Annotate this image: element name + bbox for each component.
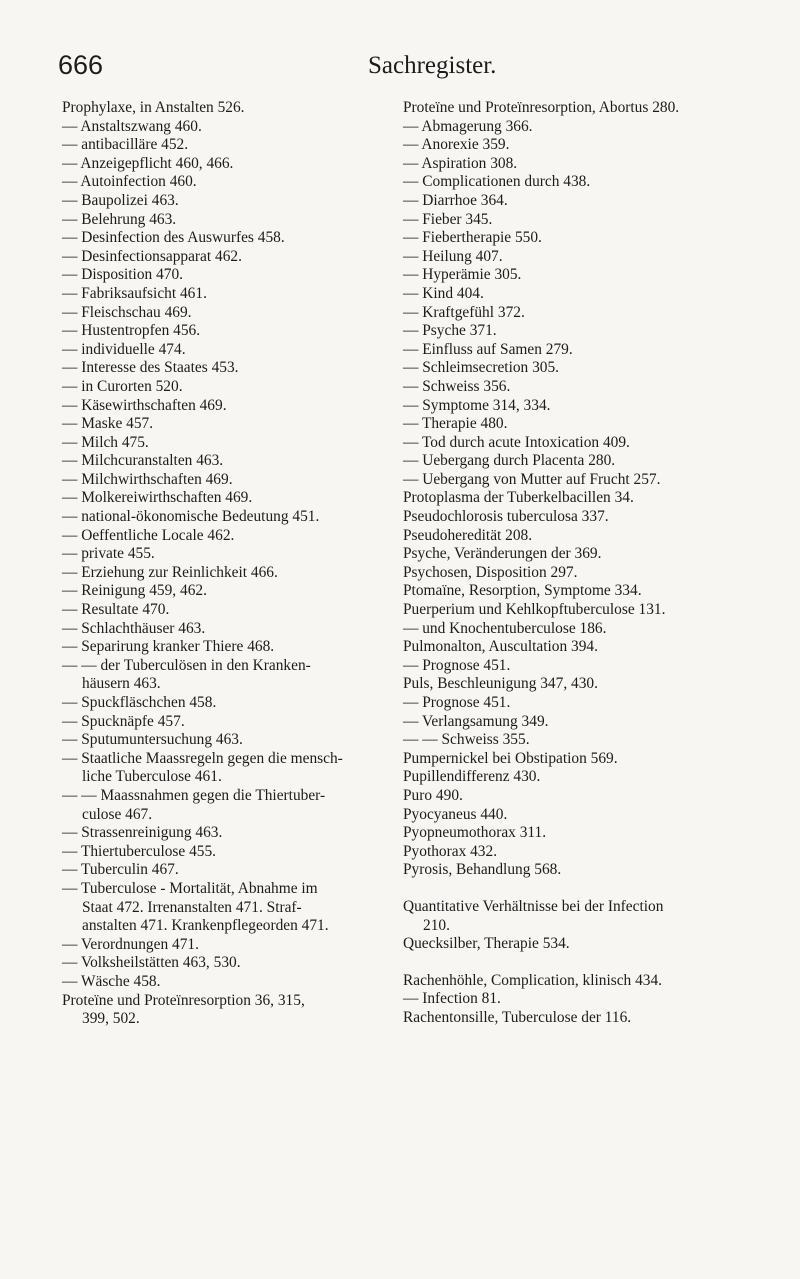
index-entry: — Infection 81. <box>403 990 501 1008</box>
index-entry: — Schweiss 356. <box>403 377 511 395</box>
index-entry: — Fabriksaufsicht 461. <box>62 284 207 302</box>
index-entry: — antibacilläre 452. <box>62 136 189 154</box>
index-entry: — Psyche 371. <box>403 322 497 340</box>
index-entry: — Wäsche 458. <box>62 972 161 990</box>
index-entry: — Anstaltszwang 460. <box>62 117 202 135</box>
index-entry: — Verlangsamung 349. <box>403 712 549 730</box>
index-entry: — Hustentropfen 456. <box>62 322 201 340</box>
index-entry: — Prognose 451. <box>403 656 511 674</box>
index-entry: — Kind 404. <box>403 284 484 302</box>
index-entry: — Tod durch acute Intoxication 409. <box>403 433 630 451</box>
index-entry: Quecksilber, Therapie 534. <box>403 935 570 953</box>
index-entry: — Symptome 314, 334. <box>403 396 551 414</box>
index-entry: Pseudoheredität 208. <box>403 526 533 544</box>
index-entry: — Reinigung 459, 462. <box>62 582 207 600</box>
index-entry: — Staatliche Maassregeln gegen die mensch- <box>62 749 343 767</box>
index-entry: Proteïne und Proteïnresorption, Abortus 280. <box>403 99 680 116</box>
index-entry: — Einfluss auf Samen 279. <box>403 340 573 358</box>
index-entry: Staat 472. Irrenanstalten 471. Straf- <box>82 898 302 916</box>
index-entry: — Belehrung 463. <box>62 210 177 228</box>
index-column-right <box>403 99 759 1028</box>
index-entry: Protoplasma der Tuberkelbacillen 34. <box>403 489 634 507</box>
index-entry: — Strassenreinigung 463. <box>62 824 223 842</box>
index-entry: Pumpernickel bei Obstipation 569. <box>403 749 618 767</box>
index-entry: — Uebergang durch Placenta 280. <box>403 452 616 470</box>
index-entry: Pupillendifferenz 430. <box>403 768 541 786</box>
page-number: 666 <box>58 50 104 80</box>
index-entry: — Complicationen durch 438. <box>403 173 591 191</box>
index-entry: 399, 502. <box>82 1010 140 1028</box>
index-entry: — Verordnungen 471. <box>62 935 199 953</box>
index-entry: Pyopneumothorax 311. <box>403 824 547 842</box>
index-entry: — Oeffentliche Locale 462. <box>62 526 235 544</box>
index-entry: — Sputumuntersuchung 463. <box>62 731 243 749</box>
index-entry: — Schleimsecretion 305. <box>403 359 560 377</box>
index-entry: — Thiertuberculose 455. <box>62 842 217 860</box>
index-entry: — Prognose 451. <box>403 694 511 711</box>
index-entry: Puerperium und Kehlkopftuberculose 131. <box>403 601 666 619</box>
index-entry: anstalten 471. Krankenpflegeorden 471. <box>82 917 329 935</box>
index-entry: — Heilung 407. <box>403 247 503 265</box>
index-entry: — Molkereiwirthschaften 469. <box>62 489 253 507</box>
index-entry: Puls, Beschleunigung 347, 430. <box>403 675 598 693</box>
index-entry: — Erziehung zur Reinlichkeit 466. <box>62 563 278 581</box>
index-entry: Quantitative Verhältnisse bei der Infection <box>403 897 664 915</box>
index-entry: Rachentonsille, Tuberculose der 116. <box>403 1008 632 1026</box>
index-entry: 210. <box>423 916 450 934</box>
index-entry: — Anzeigepflicht 460, 466. <box>62 154 234 172</box>
index-entry: — Resultate 470. <box>62 601 170 619</box>
index-entry: liche Tuberculose 461. <box>82 768 222 786</box>
index-entry: — — der Tuberculösen in den Kranken- <box>62 656 311 674</box>
index-entry: — Interesse des Staates 453. <box>62 359 239 377</box>
index-entry: Prophylaxe, in Anstalten 526. <box>62 99 245 116</box>
index-entry: — Hyperämie 305. <box>403 266 522 284</box>
index-entry: Rachenhöhle, Complication, klinisch 434. <box>403 971 663 989</box>
index-entry: — Milchwirthschaften 469. <box>62 470 233 488</box>
index-entry: — und Knochentuberculose 186. <box>403 619 607 637</box>
index-entry: Pseudochlorosis tuberculosa 337. <box>403 508 609 526</box>
index-entry: — Abmagerung 366. <box>403 117 533 135</box>
page-title: Sachregister. <box>368 52 497 79</box>
index-entry: — Baupolizei 463. <box>62 191 179 209</box>
index-entry: — Tuberculin 467. <box>62 861 179 879</box>
index-entry: Ptomaïne, Resorption, Symptome 334. <box>403 582 642 600</box>
index-entry: — Aspiration 308. <box>403 154 518 172</box>
index-entry: — Spucknäpfe 457. <box>62 712 185 730</box>
index-entry: Puro 490. <box>403 786 463 804</box>
index-entry: — Separirung kranker Thiere 468. <box>62 638 275 656</box>
index-entry: — Spuckfläschchen 458. <box>62 694 217 711</box>
index-entry: — Fieber 345. <box>403 210 493 228</box>
index-entry: Proteïne und Proteïnresorption 36, 315, <box>62 991 305 1009</box>
index-entry: — Milchcuranstalten 463. <box>62 452 224 470</box>
index-entry: — national-ökonomische Bedeutung 451. <box>62 508 320 526</box>
index-entry: — Volksheilstätten 463, 530. <box>62 954 241 972</box>
index-column-left <box>62 99 392 1029</box>
index-entry: — — Maassnahmen gegen die Thiertuber- <box>62 786 326 804</box>
index-entry: — Tuberculose - Mortalität, Abnahme im <box>62 879 318 897</box>
index-entry: — Diarrhoe 364. <box>403 191 508 209</box>
index-entry: Pyrosis, Behandlung 568. <box>403 861 562 879</box>
index-entry: — Anorexie 359. <box>403 136 510 154</box>
index-entry: Pyocyaneus 440. <box>403 805 508 823</box>
index-entry: Psyche, Veränderungen der 369. <box>403 545 602 563</box>
index-entry: — Fleischschau 469. <box>62 303 192 321</box>
page-header <box>0 50 800 90</box>
index-entry: — in Curorten 520. <box>62 377 183 395</box>
index-entry: — individuelle 474. <box>62 340 186 358</box>
index-entry: — Schlachthäuser 463. <box>62 619 206 637</box>
index-entry: Pulmonalton, Auscultation 394. <box>403 638 598 656</box>
index-entry: — Maske 457. <box>62 415 154 433</box>
index-entry: — Desinfection des Auswurfes 458. <box>62 229 285 247</box>
index-entry: — Disposition 470. <box>62 266 183 284</box>
index-entry: — Desinfectionsapparat 462. <box>62 247 242 265</box>
index-entry: — Therapie 480. <box>403 415 508 433</box>
index-entry: — Milch 475. <box>62 433 149 451</box>
index-entry: — Autoinfection 460. <box>62 173 197 191</box>
index-entry: culose 467. <box>82 805 153 823</box>
index-entry: — Fiebertherapie 550. <box>403 229 542 247</box>
index-entry: — private 455. <box>62 545 155 563</box>
index-entry: — — Schweiss 355. <box>403 731 530 749</box>
index-entry: häusern 463. <box>82 675 161 693</box>
index-entry: — Uebergang von Mutter auf Frucht 257. <box>403 470 661 488</box>
index-entry: Psychosen, Disposition 297. <box>403 563 578 581</box>
index-entry: Pyothorax 432. <box>403 842 498 860</box>
index-entry: — Käsewirthschaften 469. <box>62 396 227 414</box>
index-entry: — Kraftgefühl 372. <box>403 303 525 321</box>
